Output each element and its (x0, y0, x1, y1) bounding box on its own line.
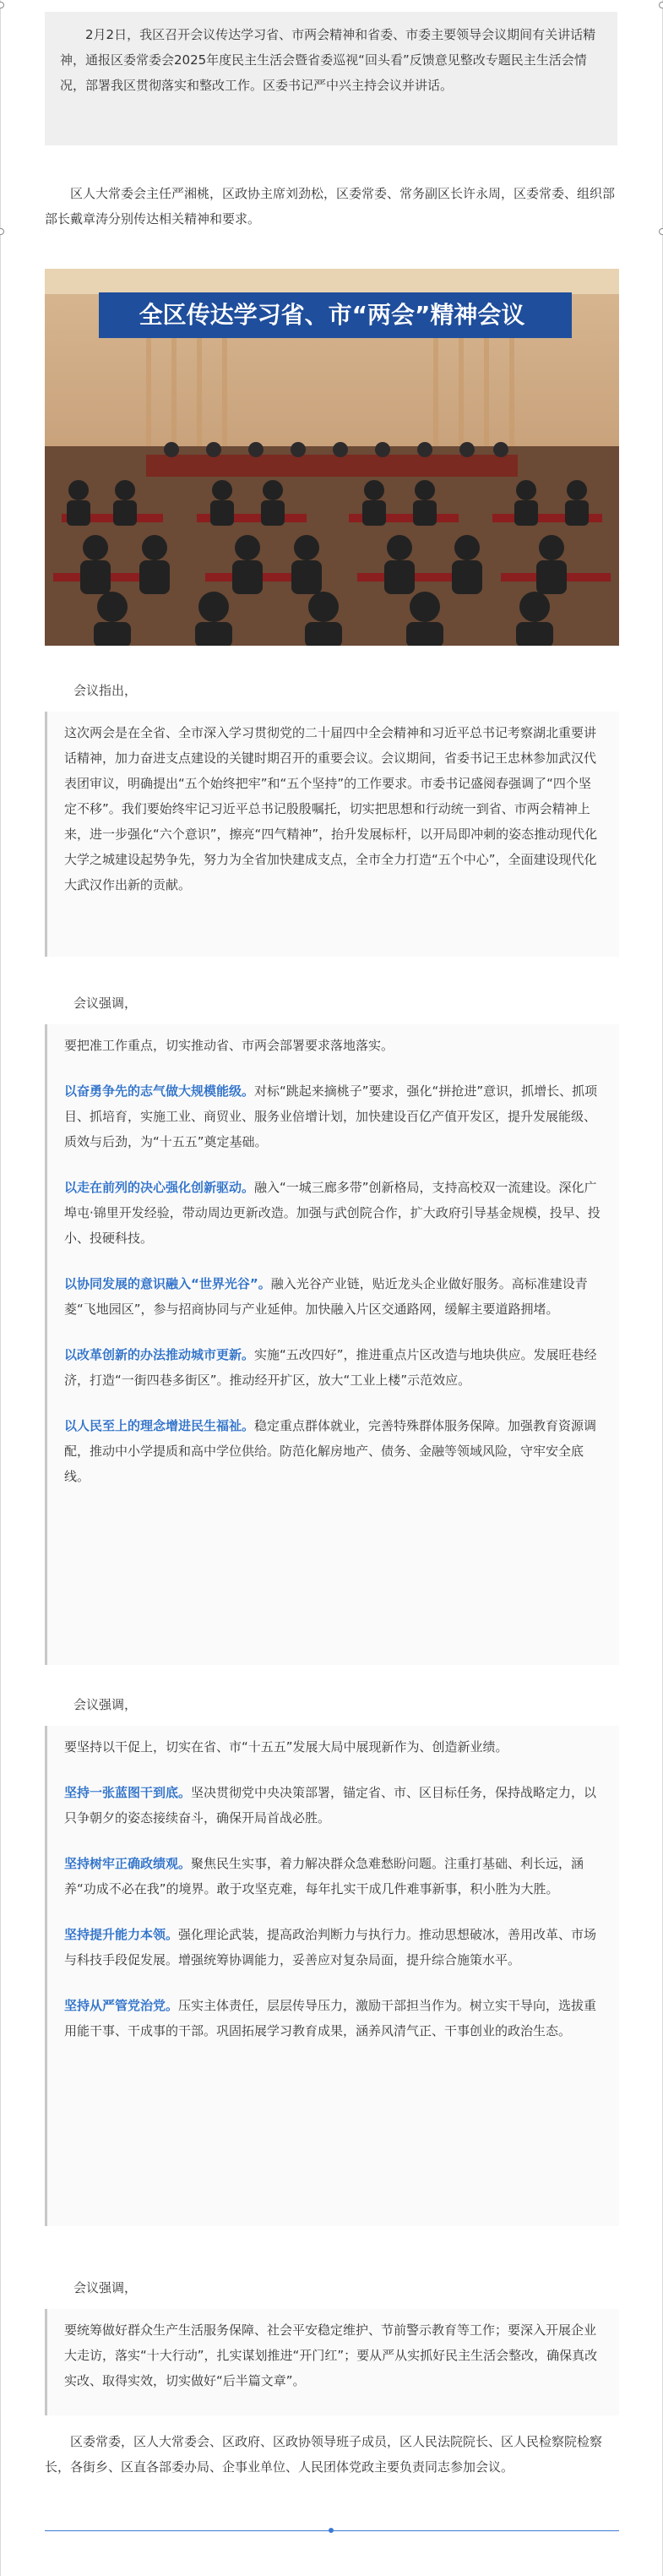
section2-item (64, 1175, 602, 1251)
section3-item-text: 聚焦民生实事，着力解决群众急难愁盼问题。注重打基础、利长远，涵养“功成不必在我”的境界。敢于攻坚克难，每年扎实干成几件难事新事，积小胜为大胜。 (64, 1856, 584, 1897)
section2-item-heading: 以改革创新的办法推动城市更新。 (64, 1347, 255, 1362)
section2-box (45, 1024, 619, 1665)
section3-item-text: 压实主体责任，层层传导压力，激励干部担当作为。树立实干导向，选拔重用能干事、干成事的干部。巩固拓展学习教育成果，涵养风清气正、干事创业的政治生态。 (64, 1998, 597, 2038)
section2-item (64, 1413, 602, 1489)
section2-item (64, 1078, 602, 1154)
section3-item-heading: 坚持树牢正确政绩观。 (64, 1856, 192, 1871)
frame-handle-top-left[interactable] (0, 2, 4, 8)
section3-item (64, 1922, 602, 1973)
section4-label: 会议强调， (73, 2280, 138, 2295)
section3-intro: 要坚持以干促上，切实在省、市“十五五”发展大局中展现新作为、创造新业绩。 (64, 1739, 508, 1755)
section2-item-text: 实施“五改四好”，推进重点片区改造与地块供应。发展旺巷经济，打造“一街四巷多街区”。推动经开扩区，放大“工业上楼”示范效应。 (64, 1347, 597, 1388)
meeting-photo (45, 269, 619, 646)
section3-item (64, 1851, 602, 1902)
section2-item-heading: 以奋勇争先的志气做大规模能级。 (64, 1083, 255, 1099)
section2-item (64, 1271, 602, 1322)
section3-item-heading: 坚持提升能力本领。 (64, 1927, 179, 1942)
section3-item (64, 1993, 602, 2044)
section2-intro: 要把准工作重点，切实推动省、市两会部署要求落地落实。 (64, 1038, 394, 1053)
section1-text: 这次两会是在全省、全市深入学习贯彻党的二十届四中全会精神和习近平总书记考察湖北重要讲话精神，加力奋进支点建设的关键时期召开的重要会议。会议期间，省委书记王忠林参加武汉代表团审议，明确提出“五个始终把牢”和“五个坚持”的工作要求。市委书记盛阅春强调了“四个坚定不移”。我们要始终牢记习近平总书记殷殷嘱托，切实把思想和行动统一到省、市两会精神上来，进一步强化“六个意识”，擦亮“四气精神”，抬升发展标杆，以开局即冲刺的姿态推动现代化大学之城建设起势争先，努力为全省加快建成支点，全市全力打造“五个中心”，全面建设现代化大武汉作出新的贡献。 (64, 725, 598, 892)
section2-item-heading: 以走在前列的决心强化创新驱动。 (64, 1180, 255, 1195)
frame-handle-top-right[interactable] (659, 2, 663, 8)
section2-item-text: 对标“跳起来摘桃子”要求，强化“拼抢进”意识，抓增长、抓项目、抓培育，实施工业、商贸业、服务业倍增计划，加快建设百亿产值开发区，提升发展能级、质效与后劲，为“十五五”奠定基础。 (64, 1083, 598, 1149)
section3-item-heading: 坚持一张蓝图干到底。 (64, 1785, 192, 1800)
frame-handle-mid-left[interactable] (0, 228, 4, 235)
section2-label: 会议强调， (73, 996, 138, 1011)
section3-box (45, 1726, 619, 2226)
lead-paragraph: 2月2日，我区召开会议传达学习省、市两会精神和省委、市委主要领导会议期间有关讲话精神，通报区委常委会2025年度民主生活会暨省委巡视“回头看”反馈意见整改专题民主生活会情况，部署我区贯彻落实和整改工作。区委书记严中兴主持会议并讲话。 (45, 12, 617, 145)
meeting-banner-text: 全区传达学习省、市“两会”精神会议 (139, 301, 525, 329)
section3-item (64, 1780, 602, 1831)
section2-item (64, 1342, 602, 1393)
closing-paragraph: 区委常委，区人大常委会、区政府、区政协领导班子成员，区人民法院院长、区人民检察院检察长，各街乡、区直各部委办局、企事业单位、人民团体党政主要负责同志参加会议。 (45, 2434, 603, 2475)
frame-handle-mid-right[interactable] (659, 228, 663, 235)
section4-box (45, 2309, 619, 2415)
section3-item-text: 坚决贯彻党中央决策部署，锚定省、市、区目标任务，保持战略定力，以只争朝夕的姿态接续奋斗，确保开局首战必胜。 (64, 1785, 597, 1826)
section3-label: 会议强调， (73, 1697, 138, 1712)
section1-label: 会议指出， (73, 683, 138, 698)
section3-item-heading: 坚持从严管党治党。 (64, 1998, 179, 2013)
attendees-paragraph: 区人大常委会主任严湘桃，区政协主席刘劲松，区委常委、常务副区长许永周，区委常委、组织部部长戴章涛分别传达相关精神和要求。 (45, 186, 616, 226)
footer-divider-dot (329, 2528, 334, 2533)
meeting-photo-image (45, 269, 619, 646)
section2-item-heading: 以协同发展的意识融入“世界光谷”。 (64, 1276, 271, 1291)
section1-box (45, 712, 619, 957)
section2-item-heading: 以人民至上的理念增进民生福祉。 (64, 1418, 255, 1433)
section2-item-text: 稳定重点群体就业，完善特殊群体服务保障。加强教育资源调配，推动中小学提质和高中学位供给。防范化解房地产、债务、金融等领域风险，守牢安全底线。 (64, 1418, 597, 1484)
section3-item-text: 强化理论武装，提高政治判断力与执行力。推动思想破冰，善用改革、市场与科技手段促发展。增强统筹协调能力，妥善应对复杂局面，提升综合施策水平。 (64, 1927, 597, 1967)
section2-item-text: 融入“一城三廊多带”创新格局，支持高校双一流建设。深化广埠屯·锦里开发经验，带动周边更新改造。加强与武创院合作，扩大政府引导基金规模，投早、投小、投硬科技。 (64, 1180, 601, 1246)
section4-text: 要统筹做好群众生产生活服务保障、社会平安稳定维护、节前警示教育等工作；要深入开展企业大走访，落实“十大行动”，扎实谋划推进“开门红”；要从严从实抓好民主生活会整改，确保真改实改、取得实效，切实做好“后半篇文章”。 (64, 2322, 598, 2388)
section2-item-text: 融入光谷产业链，贴近龙头企业做好服务。高标准建设青菱“飞地园区”，参与招商协同与产业延伸。加快融入片区交通路网，缓解主要道路拥堵。 (64, 1276, 588, 1317)
